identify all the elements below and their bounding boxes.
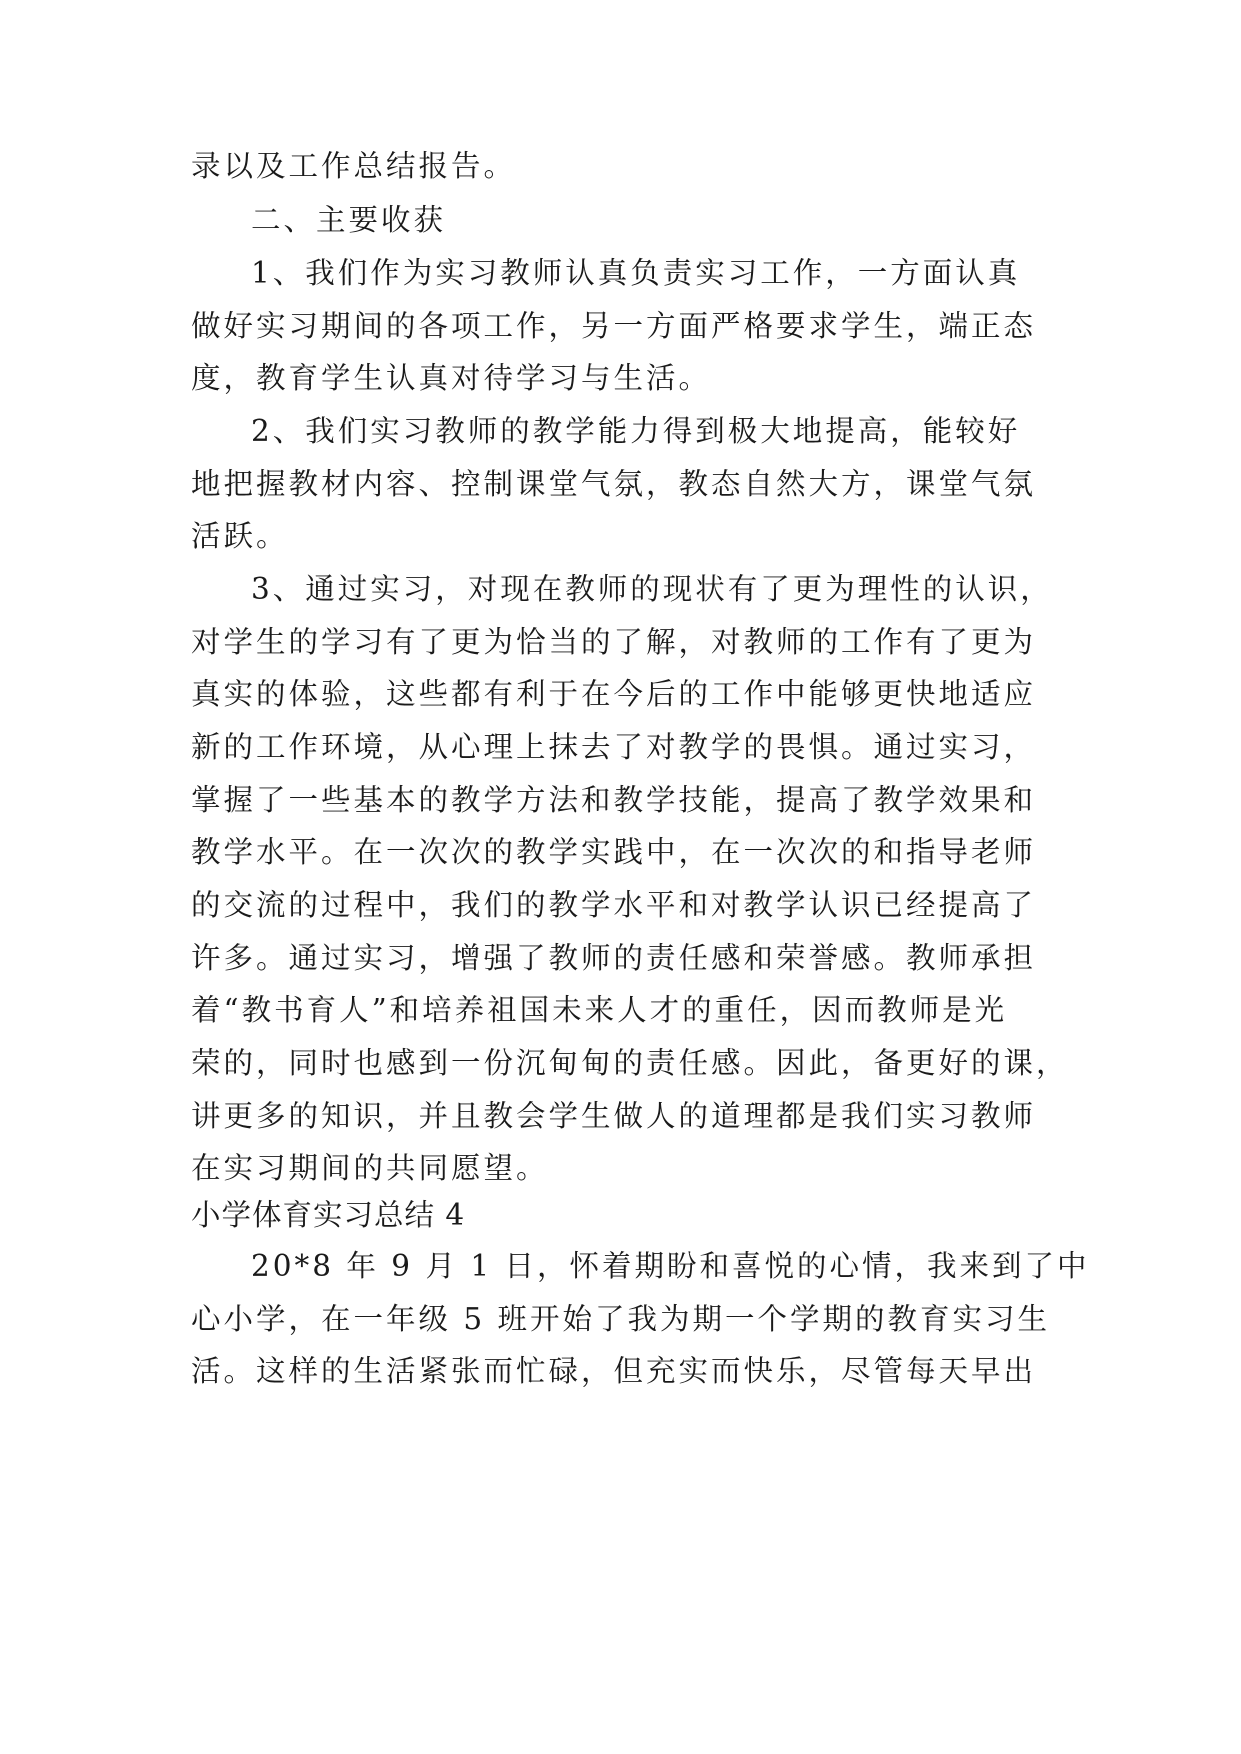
text-line: 教学水平。在一次次的教学实践中，在一次次的和指导老师: [191, 835, 1037, 869]
text-line: 度，教育学生认真对待学习与生活。: [191, 361, 712, 395]
section-heading: 二、主要收获: [251, 203, 447, 237]
text-line: 在实习期间的共同愿望。: [191, 1151, 549, 1185]
text-line: 的交流的过程中，我们的教学水平和对教学认识已经提高了: [191, 888, 1037, 922]
text-line: 真实的体验，这些都有利于在今后的工作中能够更快地适应: [191, 677, 1037, 711]
text-line: 着“教书育人”和培养祖国未来人才的重任，因而教师是光: [191, 993, 1008, 1027]
text-line: 做好实习期间的各项工作，另一方面严格要求学生，端正态: [191, 309, 1037, 343]
text-line: 心小学，在一年级 5 班开始了我为期一个学期的教育实习生: [191, 1302, 1051, 1336]
text-line: 活跃。: [191, 519, 289, 553]
text-line: 讲更多的知识，并且教会学生做人的道理都是我们实习教师: [191, 1099, 1037, 1133]
text-line: 2、我们实习教师的教学能力得到极大地提高，能较好: [251, 414, 1021, 448]
text-line: 掌握了一些基本的教学方法和教学技能，提高了教学效果和: [191, 783, 1037, 817]
text-line: 新的工作环境，从心理上抹去了对教学的畏惧。通过实习，: [191, 730, 1037, 764]
text-line: 录以及工作总结报告。: [191, 149, 517, 183]
text-line: 3、通过实习，对现在教师的现状有了更为理性的认识，: [251, 572, 1053, 606]
text-line: 1、我们作为实习教师认真负责实习工作，一方面认真: [251, 256, 1021, 290]
text-line: 活。这样的生活紧张而忙碌，但充实而快乐，尽管每天早出: [191, 1354, 1037, 1388]
text-line: 许多。通过实习，增强了教师的责任感和荣誉感。教师承担: [191, 941, 1037, 975]
text-line: 荣的，同时也感到一份沉甸甸的责任感。因此，备更好的课，: [191, 1046, 1069, 1080]
text-line: 20*8 年 9 月 1 日，怀着期盼和喜悦的心情，我来到了中: [251, 1249, 1090, 1283]
text-line: 对学生的学习有了更为恰当的了解，对教师的工作有了更为: [191, 625, 1037, 659]
section-title: 小学体育实习总结 4: [191, 1198, 466, 1232]
text-line: 地把握教材内容、控制课堂气氛，教态自然大方，课堂气氛: [191, 467, 1037, 501]
